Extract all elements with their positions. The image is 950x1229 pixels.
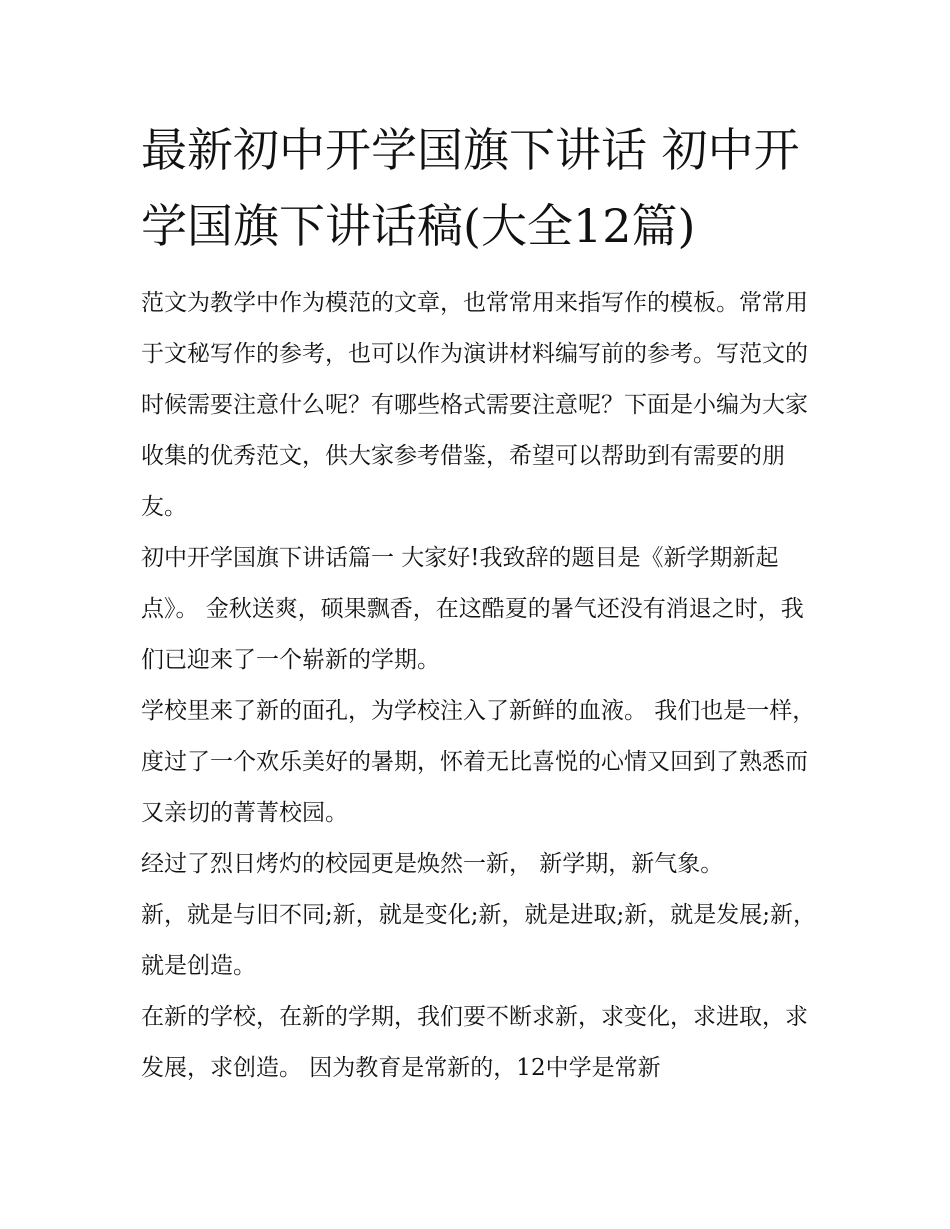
paragraph-speech-opening: 初中开学国旗下讲话篇一 大家好!我致辞的题目是《新学期新起点》。 金秋送爽，硕果飘香，在这酷夏的暑气还没有消退之时，我们已迎来了一个崭新的学期。 — [141, 545, 804, 673]
paragraph-seek-new: 在新的学校，在新的学期，我们要不断求新，求变化，求进取，求发展，求创造。 因为教育是常新的，12中学是常新 — [141, 1004, 808, 1081]
document-body — [141, 278, 821, 1094]
paragraph-meaning-of-new: 新，就是与旧不同;新，就是变化;新，就是进取;新，就是发展;新，就是创造。 — [141, 902, 816, 979]
document-title: 最新初中开学国旗下讲话 初中开学国旗下讲话稿(大全12篇) — [141, 123, 800, 253]
paragraph-new-faces: 学校里来了新的面孔，为学校注入了新鲜的血液。 我们也是一样，度过了一个欢乐美好的暑期，怀着无比喜悦的心情又回到了熟悉而又亲切的菁菁校园。 — [141, 698, 816, 826]
paragraph-new-look: 经过了烈日烤灼的校园更是焕然一新， 新学期，新气象。 — [141, 851, 724, 877]
paragraph-intro: 范文为教学中作为模范的文章，也常常用来指写作的模板。常常用于文秘写作的参考，也可以作为演讲材料编写前的参考。写范文的时候需要注意什么呢？有哪些格式需要注意呢？下面是小编为大家收集的优秀范文，供大家参考借鉴，希望可以帮助到有需要的朋友。 — [141, 290, 808, 520]
